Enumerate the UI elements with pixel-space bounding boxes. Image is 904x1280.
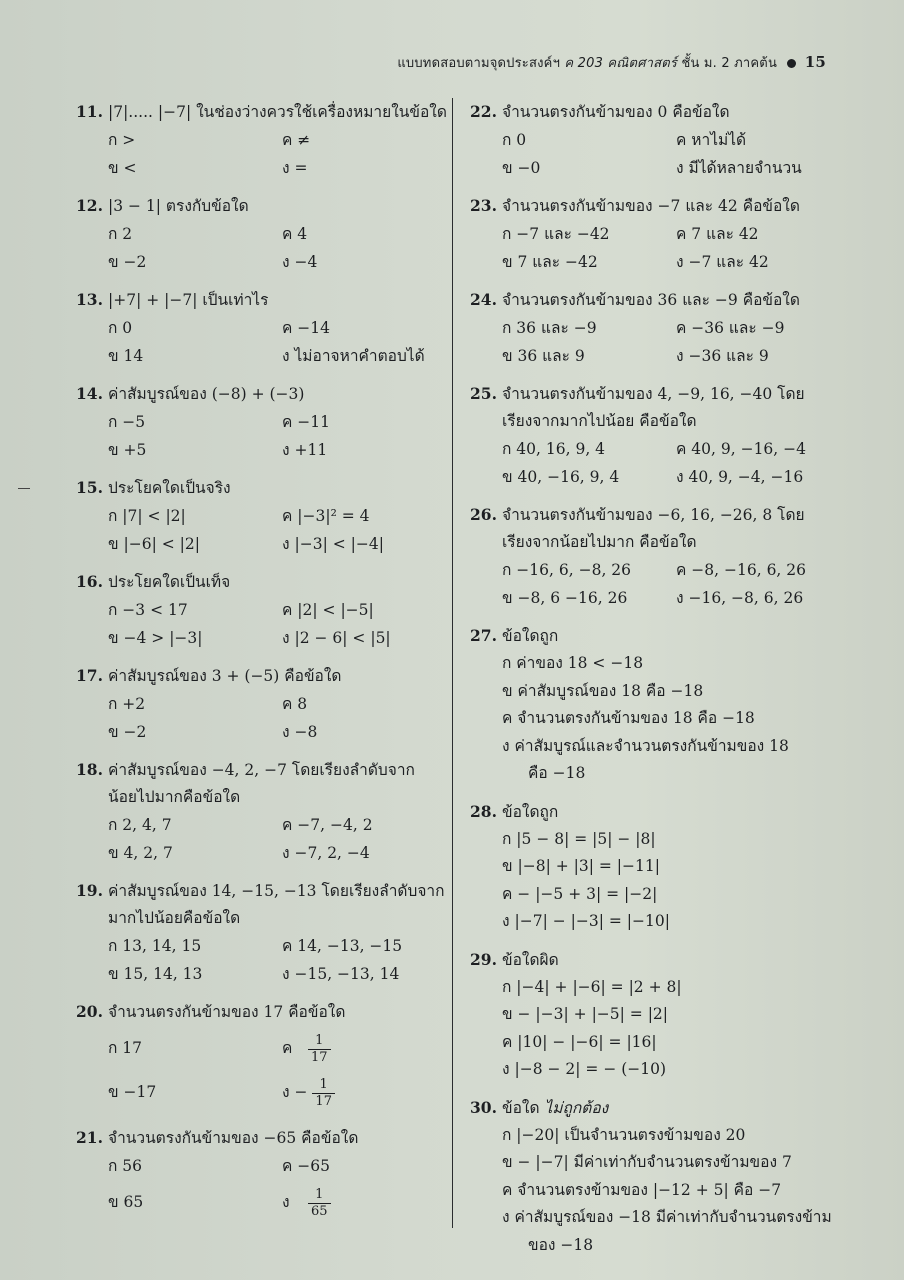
option-a: ก |5 − 8| = |5| − |8|: [502, 829, 656, 848]
question-29: [470, 946, 840, 1084]
option-c: ค 40, 9, −16, −4: [676, 440, 807, 458]
question-text: ประโยคใดเป็นเท็จ: [108, 573, 231, 591]
option-c: ค |2| < |−5|: [282, 601, 374, 619]
option-b: ข |−8| + |3| = |−11|: [502, 857, 660, 875]
question-number: 30.: [470, 1097, 497, 1117]
question-13: [76, 286, 446, 370]
option-b: ข 65: [108, 1193, 144, 1211]
option-d-cont: คือ −18: [528, 764, 586, 782]
fraction: [308, 1187, 331, 1220]
option-b: ข −0: [502, 159, 541, 177]
header-grade: ชั้น ม. 2 ภาคต้น: [681, 56, 778, 71]
option-d: ง =: [282, 159, 308, 177]
option-d: ง +11: [282, 441, 328, 459]
question-number: 15.: [76, 478, 103, 497]
option-d: ง ค่าสัมบูรณ์และจำนวนตรงกันข้ามของ 18: [502, 736, 789, 755]
question-number: 22.: [470, 102, 497, 121]
question-text: ข้อใด: [502, 1098, 540, 1117]
question-28: [470, 798, 840, 936]
option-b: ข 15, 14, 13: [108, 965, 203, 983]
option-d: ง |2 − 6| < |5|: [282, 629, 391, 647]
option-d: ง −4: [282, 253, 318, 271]
option-d-cont: ของ −18: [528, 1235, 594, 1254]
option-b: ข 4, 2, 7: [108, 844, 173, 862]
option-b: ข −2: [108, 723, 147, 741]
option-d: ง −7, 2, −4: [282, 844, 370, 862]
option-d: ง 40, 9, −4, −16: [676, 468, 804, 486]
option-a: ก −3 < 17: [108, 601, 188, 619]
question-number: 28.: [470, 801, 497, 821]
option-d: ง |−3| < |−4|: [282, 535, 384, 553]
header-course: ค 203 คณิตศาสตร์: [564, 56, 678, 71]
question-15: [76, 474, 446, 558]
question-text: ค่าสัมบูรณ์ของ (−8) + (−3): [108, 385, 305, 403]
option-a: ก 2: [108, 225, 133, 243]
question-22: [470, 98, 840, 182]
option-b: ข 36 และ 9: [502, 347, 585, 365]
question-17: [76, 662, 446, 746]
question-20: [76, 998, 446, 1114]
option-c: ค จำนวนตรงกันข้ามของ 18 คือ −18: [502, 709, 755, 727]
question-30: [470, 1094, 840, 1260]
question-text: |7|..... |−7| ในช่องว่างควรใช้เครื่องหมายในข้อใด: [108, 103, 447, 121]
option-a: ก |−20| เป็นจำนวนตรงข้ามของ 20: [502, 1125, 746, 1144]
denominator: 65: [311, 1203, 328, 1219]
question-number: 19.: [76, 881, 103, 900]
option-a: ก −7 และ −42: [502, 225, 610, 243]
question-19: [76, 877, 446, 988]
question-number: 23.: [470, 196, 497, 215]
option-a: ก +2: [108, 695, 146, 713]
question-11: [76, 98, 446, 182]
question-number: 16.: [76, 572, 103, 591]
option-a: ก >: [108, 131, 136, 149]
option-d: ง |−8 − 2| = − (−10): [502, 1060, 667, 1078]
question-number: 29.: [470, 949, 497, 969]
denominator: 17: [315, 1093, 332, 1109]
option-c: ค −8, −16, 6, 26: [676, 561, 807, 579]
option-c: ค ≠: [282, 131, 311, 149]
question-number: 25.: [470, 384, 497, 403]
question-number: 17.: [76, 666, 103, 685]
option-c: ค 14, −13, −15: [282, 937, 403, 955]
option-b: ข − |−7| มีค่าเท่ากับจำนวนตรงข้ามของ 7: [502, 1153, 792, 1171]
option-d: ง −16, −8, 6, 26: [676, 589, 804, 607]
option-b: ข 14: [108, 347, 144, 365]
option-label: ค: [282, 1039, 293, 1057]
option-b: ข <: [108, 159, 137, 177]
option-b: ข − |−3| + |−5| = |2|: [502, 1005, 669, 1023]
option-a: ก 40, 16, 9, 4: [502, 440, 606, 458]
question-text: ข้อใดผิด: [502, 950, 559, 969]
page-header: [397, 52, 826, 73]
option-d: ง −8: [282, 723, 318, 741]
question-text: ค่าสัมบูรณ์ของ 14, −15, −13 โดยเรียงลำดับจาก: [108, 882, 445, 900]
question-number: 20.: [76, 1002, 103, 1021]
option-b: ข −8, 6 −16, 26: [502, 589, 628, 607]
option-b: ข 7 และ −42: [502, 253, 598, 271]
option-d: [282, 1180, 462, 1224]
question-text: ค่าสัมบูรณ์ของ −4, 2, −7 โดยเรียงลำดับจาก: [108, 761, 415, 779]
option-d: ง ไม่อาจหาคำตอบได้: [282, 347, 425, 365]
question-27: [470, 622, 840, 788]
option-c: ค จำนวนตรงข้ามของ |−12 + 5| คือ −7: [502, 1180, 782, 1199]
question-23: [470, 192, 840, 276]
question-text: จำนวนตรงกันข้ามของ 36 และ −9 คือข้อใด: [502, 291, 800, 309]
question-number: 12.: [76, 196, 103, 215]
question-21: [76, 1124, 446, 1224]
option-label: ง −: [282, 1083, 308, 1101]
option-a: ก 0: [108, 319, 133, 337]
option-a: ก 17: [108, 1039, 143, 1057]
option-c: ค −36 และ −9: [676, 319, 785, 337]
question-12: [76, 192, 446, 276]
option-label: ง: [282, 1193, 290, 1211]
question-number: 21.: [76, 1128, 103, 1147]
question-text: จำนวนตรงกันข้ามของ 0 คือข้อใด: [502, 103, 730, 121]
question-text: จำนวนตรงกันข้ามของ 17 คือข้อใด: [108, 1003, 346, 1021]
question-text: จำนวนตรงกันข้ามของ 4, −9, 16, −40 โดย: [502, 385, 805, 403]
bullet-icon: [787, 59, 796, 68]
option-c: ค |10| − |−6| = |16|: [502, 1032, 657, 1051]
option-c: ค −14: [282, 319, 331, 337]
option-c: ค −11: [282, 413, 331, 431]
question-text-cont: น้อยไปมากคือข้อใด: [108, 788, 241, 806]
option-c: [282, 1026, 462, 1070]
option-a: ก |7| < |2|: [108, 507, 186, 525]
question-text: ค่าสัมบูรณ์ของ 3 + (−5) คือข้อใด: [108, 667, 342, 685]
option-d: ง −36 และ 9: [676, 347, 769, 365]
question-text-cont: มากไปน้อยคือข้อใด: [108, 909, 241, 927]
margin-mark: [18, 488, 30, 489]
option-d: ง −7 และ 42: [676, 253, 769, 271]
question-number: 14.: [76, 384, 103, 403]
numerator: 1: [308, 1033, 331, 1050]
question-14: [76, 380, 446, 464]
question-number: 13.: [76, 290, 103, 309]
question-18: [76, 756, 446, 867]
option-a: ก 36 และ −9: [502, 319, 597, 337]
option-a: ก −5: [108, 413, 146, 431]
option-b: ข 40, −16, 9, 4: [502, 468, 620, 486]
option-c: ค 8: [282, 695, 308, 713]
question-text-cont: เรียงจากน้อยไปมาก คือข้อใด: [502, 533, 697, 551]
question-25: [470, 380, 840, 491]
option-d: ง มีได้หลายจำนวน: [676, 159, 802, 177]
option-c: ค 4: [282, 225, 308, 243]
option-a: ก 2, 4, 7: [108, 816, 172, 834]
option-d: ง −15, −13, 14: [282, 965, 400, 983]
option-c: ค − |−5 + 3| = |−2|: [502, 884, 658, 903]
question-number: 11.: [76, 102, 103, 121]
fraction: [308, 1033, 331, 1066]
header-title: แบบทดสอบตามจุดประสงค์ฯ: [397, 56, 561, 71]
question-text: ข้อใดถูก: [502, 802, 559, 821]
option-b: ข +5: [108, 441, 147, 459]
question-text: จำนวนตรงกันข้ามของ −6, 16, −26, 8 โดย: [502, 506, 805, 524]
option-b: ข −4 > |−3|: [108, 629, 203, 647]
question-text: จำนวนตรงกันข้ามของ −7 และ 42 คือข้อใด: [502, 197, 800, 215]
option-c: ค หาไม่ได้: [676, 131, 747, 149]
question-text-cont: เรียงจากมากไปน้อย คือข้อใด: [502, 412, 697, 430]
question-text: ประโยคใดเป็นจริง: [108, 479, 231, 497]
numerator: 1: [312, 1077, 335, 1094]
question-text-italic: ไม่ถูกต้อง: [544, 1098, 609, 1117]
question-number: 24.: [470, 290, 497, 309]
question-16: [76, 568, 446, 652]
question-text: จำนวนตรงกันข้ามของ −65 คือข้อใด: [108, 1129, 359, 1147]
option-c: ค |−3|² = 4: [282, 507, 370, 525]
question-24: [470, 286, 840, 370]
left-column: [76, 98, 446, 1234]
question-number: 27.: [470, 626, 497, 645]
option-b: ข |−6| < |2|: [108, 535, 200, 553]
page-number: 15: [804, 53, 826, 71]
option-b: ข −17: [108, 1083, 157, 1101]
option-a: ก −16, 6, −8, 26: [502, 561, 632, 579]
option-b: ข ค่าสัมบูรณ์ของ 18 คือ −18: [502, 681, 704, 700]
option-d: ง ค่าสัมบูรณ์ของ −18 มีค่าเท่ากับจำนวนตรงข้าม: [502, 1208, 832, 1226]
question-text: |3 − 1| ตรงกับข้อใด: [108, 197, 249, 215]
option-b: ข −2: [108, 253, 147, 271]
option-d: [282, 1070, 462, 1114]
right-column: [470, 98, 840, 1269]
option-c: ค −65: [282, 1157, 331, 1175]
option-a: ก ค่าของ 18 < −18: [502, 654, 644, 672]
fraction: [312, 1077, 335, 1110]
option-c: ค 7 และ 42: [676, 225, 759, 243]
option-a: ก 13, 14, 15: [108, 937, 202, 955]
option-a: ก |−4| + |−6| = |2 + 8|: [502, 977, 682, 996]
option-d: ง |−7| − |−3| = |−10|: [502, 912, 670, 930]
question-number: 18.: [76, 760, 103, 779]
numerator: 1: [308, 1187, 331, 1204]
denominator: 17: [311, 1049, 328, 1065]
option-a: ก 56: [108, 1157, 143, 1175]
question-26: [470, 501, 840, 612]
question-number: 26.: [470, 505, 497, 524]
question-text: ข้อใดถูก: [502, 627, 559, 645]
option-c: ค −7, −4, 2: [282, 816, 373, 834]
question-text: |+7| + |−7| เป็นเท่าไร: [108, 291, 269, 309]
option-a: ก 0: [502, 131, 527, 149]
